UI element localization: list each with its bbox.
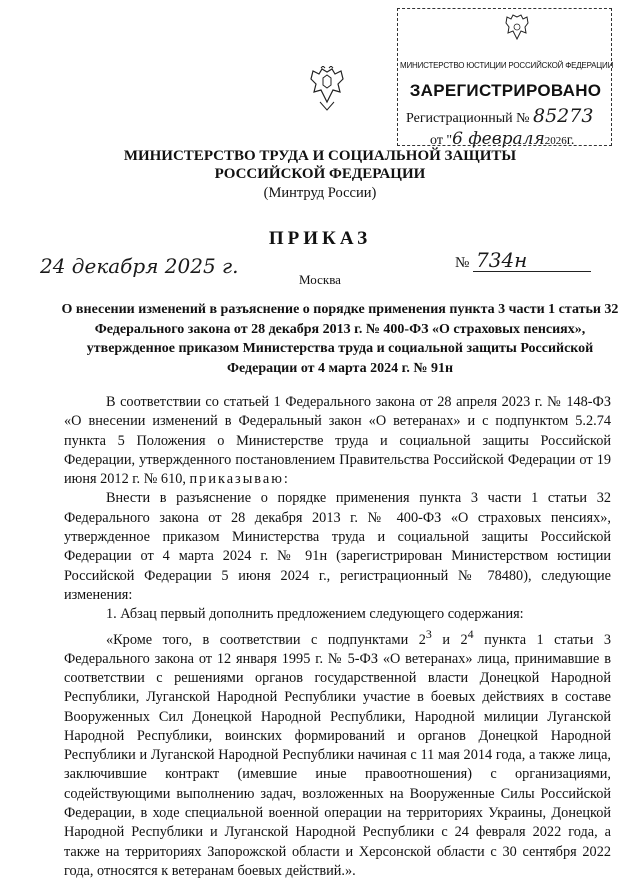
document-type: ПРИКАЗ [268, 228, 372, 249]
basis-text: В соответствии со статьей 1 Федерального закона от 28 апреля 2023 г. № 148-ФЗ «О внесении изменений в Федеральный закон «О ветеранах» и с подпунктом 5.2.74 пункта 5 Положения о Министерстве труда и социальной защиты Российской Федерации, утвержденного постановлением Правительства Российской Федерации от 19 июня 2012 г. № 610, [64, 394, 611, 488]
stamp-title: ЗАРЕГИСТРИРОВАНО [409, 81, 602, 100]
ministry-name-line1: МИНИСТЕРСТВО ТРУДА И СОЦИАЛЬНОЙ ЗАЩИТЫ [123, 148, 517, 164]
number-label: № [455, 255, 470, 271]
stamp-ministry: МИНИСТЕРСТВО ЮСТИЦИИ РОССИЙСКОЙ ФЕДЕРАЦИИ [400, 61, 614, 70]
stamp-year-suffix: г. [566, 133, 575, 148]
order-body [64, 393, 611, 881]
ministry-short-name: (Минтруд России) [263, 185, 377, 201]
city: Москва [299, 272, 341, 287]
quote-part-b: и 2 [431, 631, 468, 648]
paragraph-basis [64, 393, 611, 489]
quote-sup-1: 3 [425, 626, 432, 641]
stamp-date-value: 6 февраля [452, 129, 545, 149]
ministry-name-line2: РОССИЙСКОЙ ФЕДЕРАЦИИ [214, 166, 426, 182]
quote-part-c: пункта 1 статьи 3 Федерального закона от 12 января 1995 г. № 5-ФЗ «О ветеранах» лица, принимавшие в соответствии с решениями органов государственной власти Донецкой Народной Республики, Луганской Народной Республики участие в боевых действиях в составе Вооруженных Сил Донецкой Народной Республики, Народной милиции Луганской Народной Республики, воинских формирований и органов Донецкой Народной Республики и Луганской Народной Республики начиная с 11 мая 2014 года, а также лица, заключившие контракт (имевшие иные правоотношения) с организациями, содействующими выполнению задач, возложенных на Вооруженные Силы Российской Федерации, в ходе специальной военной операции на территориях Украины, Донецкой Народной Республики и Луганской Народной Республики с 24 февраля 2022 года, а также на территориях Запорожской области и Херсонской области с 30 сентября 2022 года, относятся к ветеранам боевых действий.». [64, 631, 611, 879]
stamp-reg-number: 85273 [533, 105, 594, 127]
stamp-reg-label: Регистрационный № [406, 111, 530, 126]
registration-stamp [397, 8, 614, 149]
number-value: 734н [476, 248, 528, 272]
signed-date: 24 декабря 2025 г. [40, 254, 239, 278]
paragraph-item-1: 1. Абзац первый дополнить предложением следующего содержания: [106, 606, 524, 623]
stamp-year: 2026 [544, 135, 567, 147]
stamp-registration-line [406, 105, 593, 127]
quote-part-a: «Кроме того, в соответствии с подпунктами 2 [106, 631, 426, 648]
coat-of-arms-icon [307, 66, 347, 112]
order-word: приказываю: [189, 471, 290, 488]
stamp-date-line [430, 129, 574, 149]
paragraph-amendment: Внести в разъяснение о порядке применения пункта 3 части 1 статьи 32 Федерального закона от 28 декабря 2013 г. № 400-ФЗ «О страховых пенсиях», утвержденное приказом Министерства труда и социальной защиты Российской Федерации от 4 марта 2024 г. № 91н (зарегистрирован Министерством юстиции Российской Федерации 5 июня 2024 г., регистрационный № 78480), следующие изменения: [64, 490, 611, 603]
eagle-emblem-icon [503, 13, 531, 43]
order-subject: О внесении изменений в разъяснение о порядке применения пункта 3 части 1 статьи 32 Федерального закона от 28 декабря 2013 г. № 400-ФЗ «О страховых пенсиях», утвержденное приказом Министерства труда и социальной защиты Российской Федерации от 4 марта 2024 г. № 91н [61, 302, 619, 376]
number-underline [473, 271, 591, 272]
paragraph-quote [64, 625, 611, 882]
quote-sup-2: 4 [467, 626, 474, 641]
stamp-date-prefix: от " [430, 133, 453, 148]
